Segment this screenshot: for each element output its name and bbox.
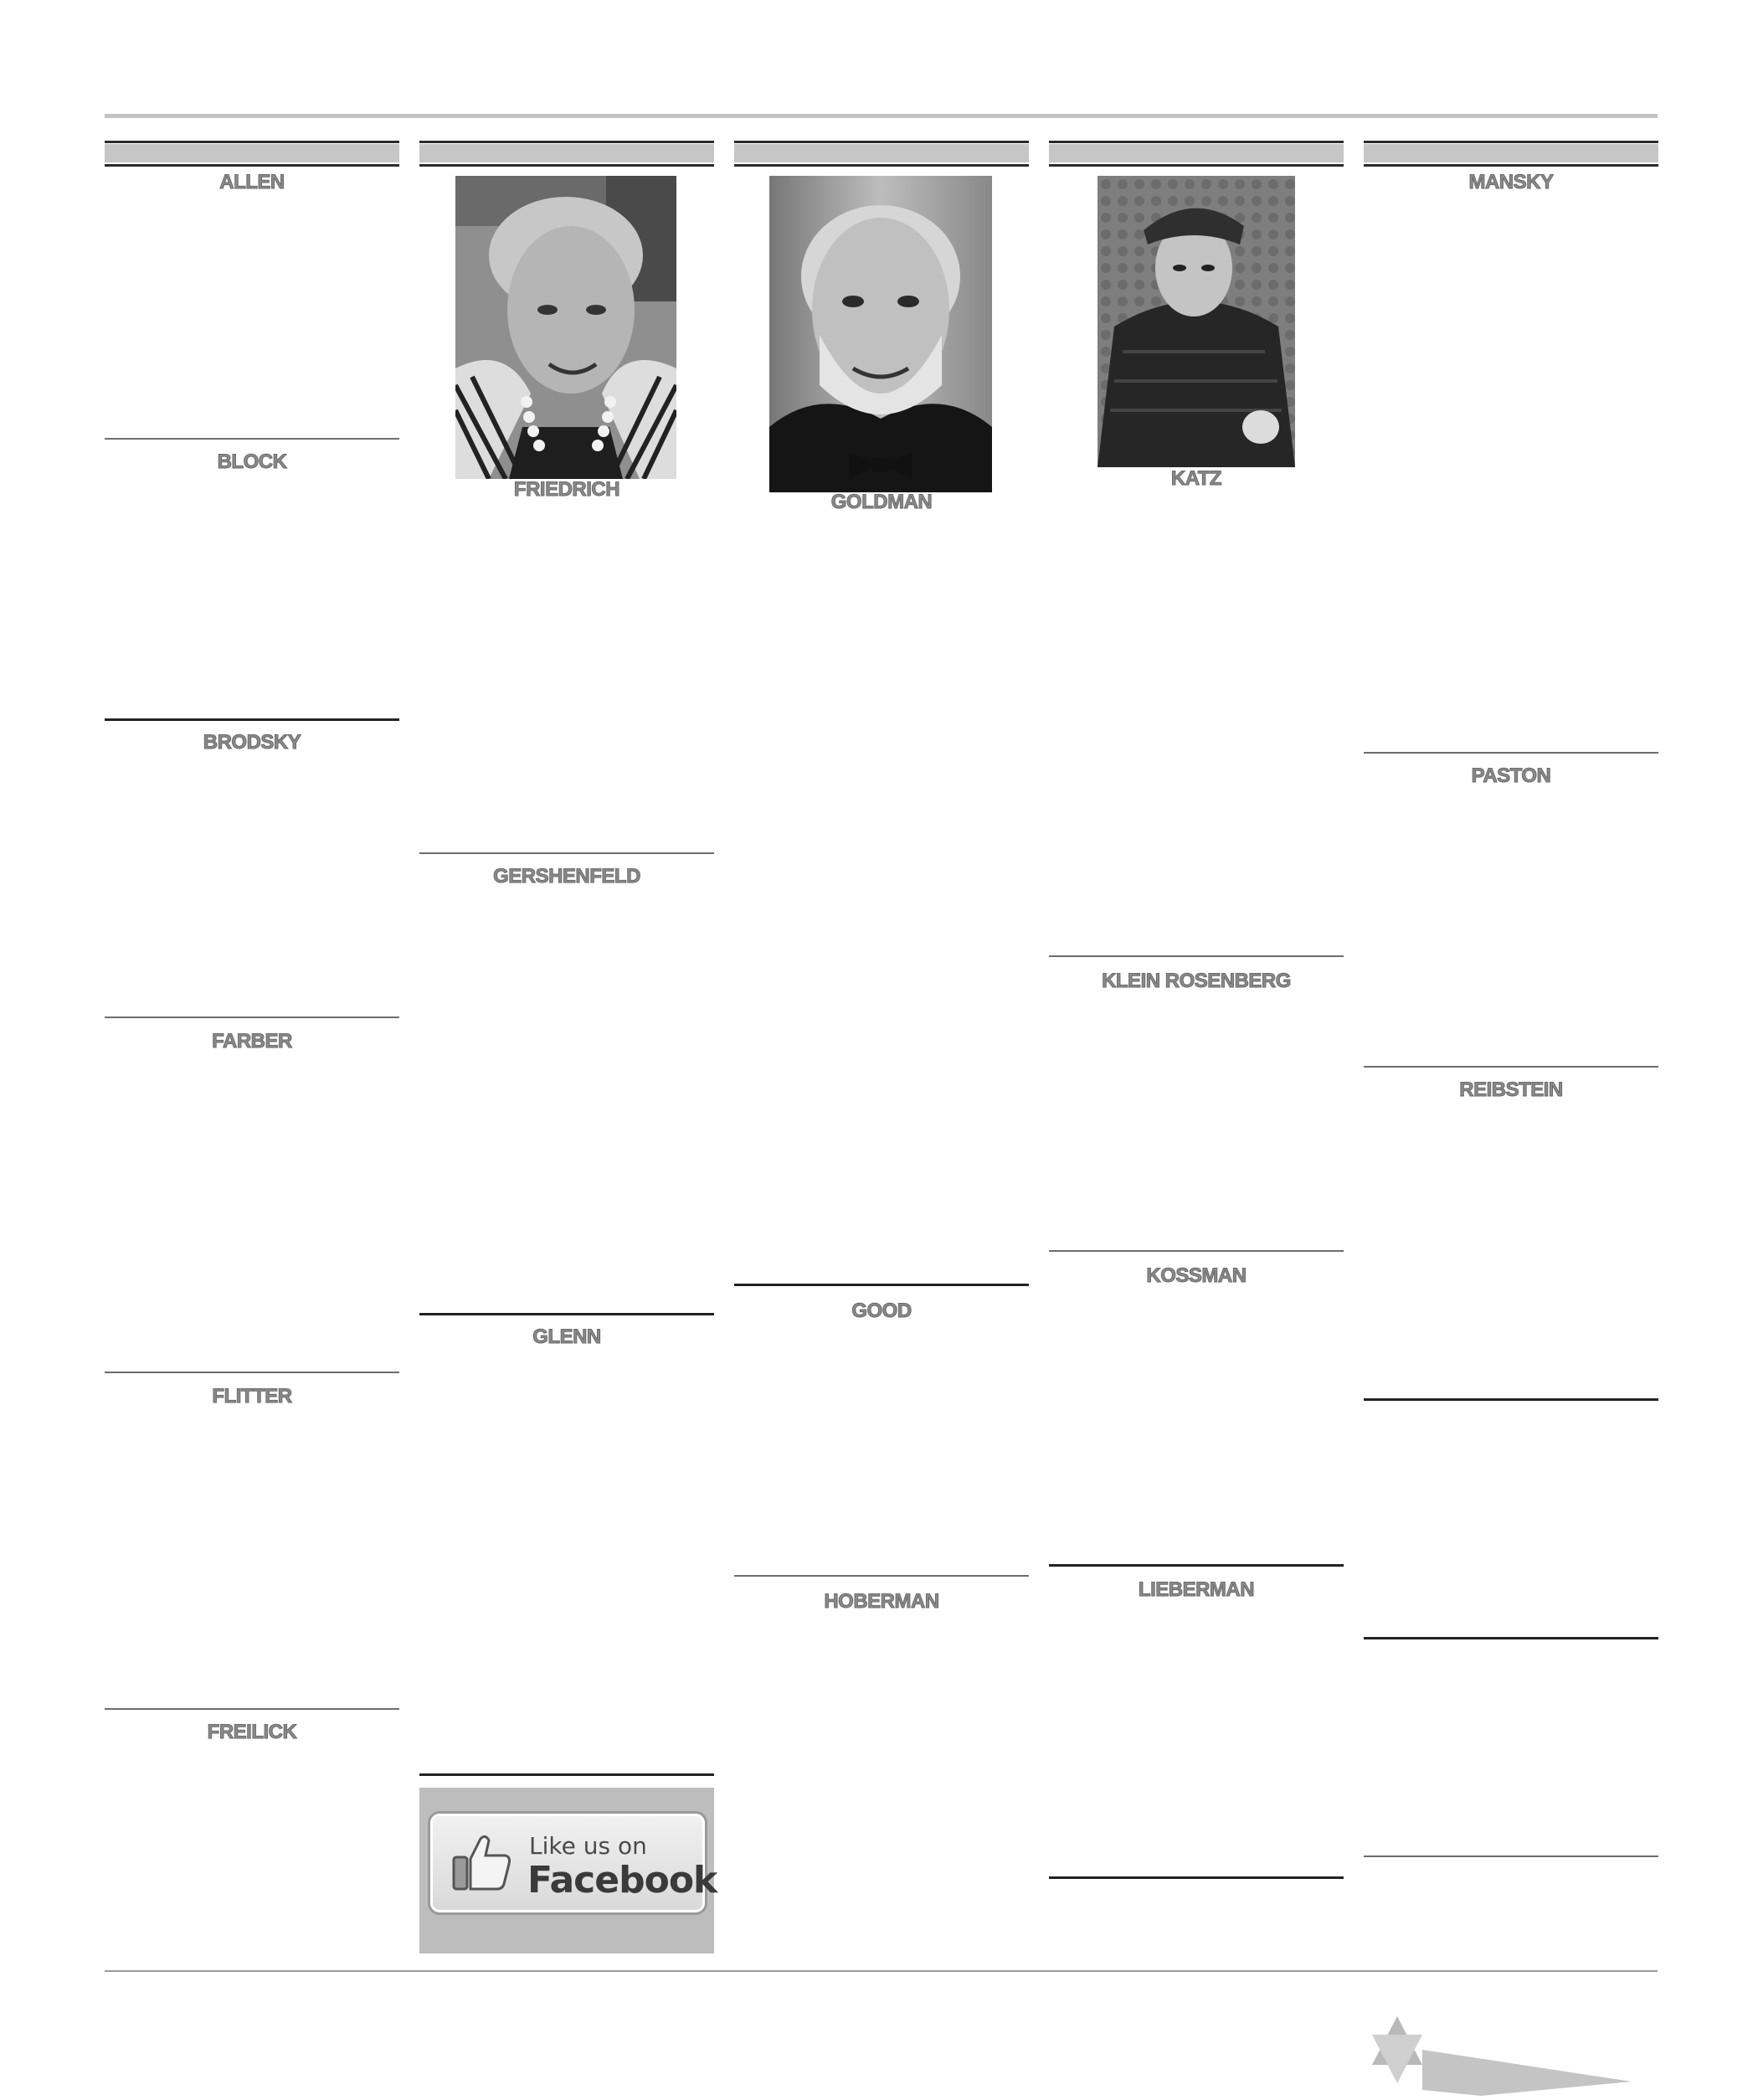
top-rule: [105, 114, 1658, 118]
column-header: [734, 141, 1029, 167]
column-header: [105, 141, 399, 167]
divider-rule: [1364, 1637, 1658, 1639]
obituary-name: GOOD: [851, 1300, 912, 1322]
divider-rule: [1049, 1876, 1344, 1879]
star-of-david-icon: [1372, 2016, 1632, 2100]
obituary-column-4: [1049, 141, 1344, 1966]
divider-rule: [1364, 1398, 1658, 1401]
portrait-photo: [1097, 176, 1295, 467]
divider-rule: [1049, 1564, 1344, 1567]
divider-rule: [734, 1575, 1029, 1577]
column-header: [1049, 141, 1344, 167]
obituary-name: GOLDMAN: [830, 491, 933, 513]
obituary-name: BLOCK: [217, 450, 287, 473]
obituary-name: GERSHENFELD: [493, 865, 640, 888]
obituary-column-3: [734, 141, 1029, 1966]
facebook-like-banner[interactable]: [419, 1788, 717, 1953]
divider-rule: [1364, 1066, 1658, 1068]
portrait-photo: [455, 176, 676, 479]
obituary-name: KATZ: [1170, 467, 1222, 490]
obituary-name: GLENN: [532, 1325, 601, 1348]
thumbs-up-icon: [452, 1832, 512, 1891]
facebook-brand-label: Facebook: [527, 1859, 717, 1902]
obituary-name: BRODSKY: [203, 731, 301, 754]
facebook-like-button[interactable]: [428, 1811, 717, 1915]
obituary-name: FRIEDRICH: [513, 478, 620, 501]
divider-rule: [105, 1017, 399, 1018]
obituary-name: REIBSTEIN: [1459, 1078, 1563, 1101]
obituary-name: MANSKY: [1468, 171, 1554, 193]
facebook-like-label: Like us on: [529, 1832, 647, 1860]
column-header: [419, 141, 714, 167]
obituary-name: FLITTER: [212, 1385, 292, 1408]
obituary-column-1: [105, 141, 399, 1966]
obituary-name: KLEIN ROSENBERG: [1102, 970, 1291, 992]
obituary-name: PASTON: [1471, 764, 1551, 787]
divider-rule: [1364, 752, 1658, 754]
divider-rule: [105, 718, 399, 721]
obituary-name: FARBER: [212, 1030, 292, 1053]
obituary-name: FREILICK: [207, 1721, 297, 1743]
bottom-rule: [105, 1970, 1658, 1972]
divider-rule: [419, 852, 714, 854]
obituary-column-5: [1364, 141, 1658, 1966]
divider-rule: [419, 1313, 714, 1315]
obituary-name: ALLEN: [219, 171, 285, 193]
obituary-name: HOBERMAN: [824, 1590, 939, 1613]
column-header: [1364, 141, 1658, 167]
divider-rule: [734, 1284, 1029, 1286]
divider-rule: [419, 1773, 714, 1776]
obituary-name: KOSSMAN: [1146, 1264, 1247, 1287]
divider-rule: [105, 1708, 399, 1710]
portrait-photo: [769, 176, 992, 492]
obituary-column-2: [419, 141, 717, 1966]
divider-rule: [105, 1372, 399, 1373]
obituary-name: LIEBERMAN: [1138, 1578, 1255, 1601]
divider-rule: [105, 438, 399, 440]
divider-rule: [1049, 955, 1344, 957]
divider-rule: [1049, 1250, 1344, 1252]
divider-rule: [1364, 1856, 1658, 1857]
